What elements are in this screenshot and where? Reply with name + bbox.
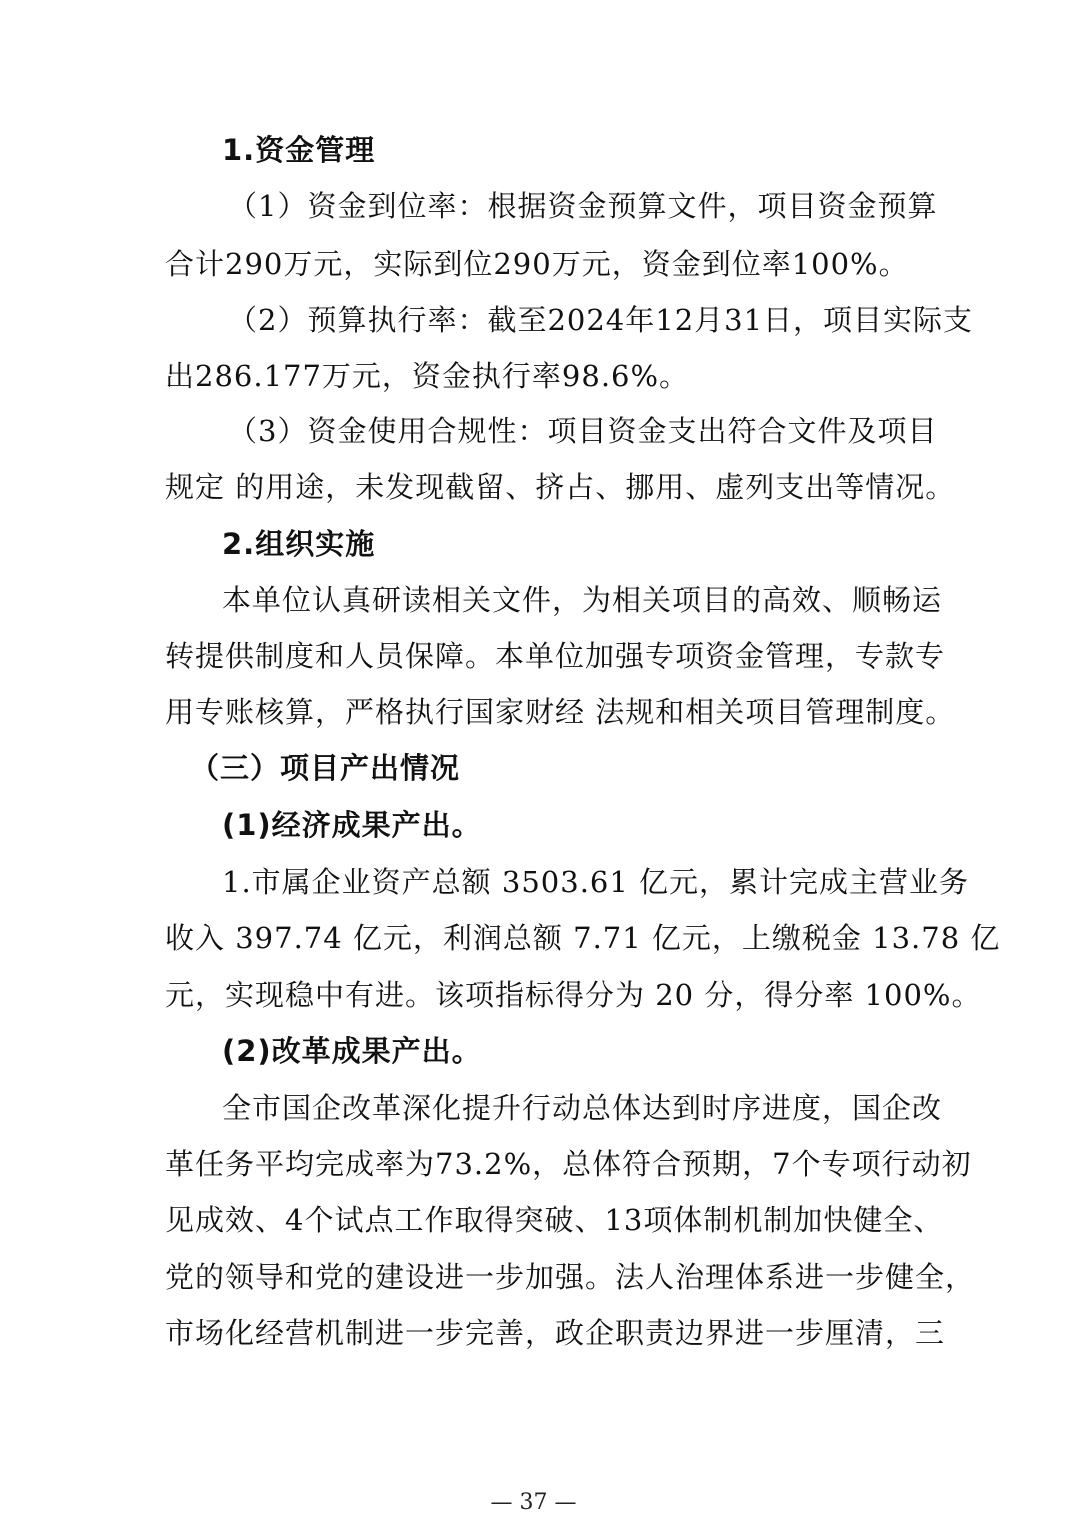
paragraph-line: 合计290万元，实际到位290万元，资金到位率100%。 bbox=[165, 247, 909, 281]
paragraph-line: （1）资金到位率：根据资金预算文件，项目资金预算 bbox=[228, 189, 938, 223]
heading-project-output: （三）项目产出情况 bbox=[190, 751, 461, 785]
paragraph-line: 1.市属企业资产总额 3503.61 亿元，累计完成主营业务 bbox=[222, 865, 970, 899]
heading-funds-management: 1.资金管理 bbox=[222, 133, 376, 167]
paragraph-line: 出286.177万元，资金执行率98.6%。 bbox=[165, 359, 690, 393]
paragraph-line: （2）预算执行率：截至2024年12月31日，项目实际支 bbox=[228, 303, 974, 337]
paragraph-line: （3）资金使用合规性：项目资金支出符合文件及项目 bbox=[228, 414, 938, 448]
paragraph-line: 全市国企改革深化提升行动总体达到时序进度，国企改 bbox=[222, 1091, 943, 1125]
heading-reform-output: (2)改革成果产出。 bbox=[222, 1034, 482, 1068]
paragraph-line: 见成效、4个试点工作取得突破、13项体制机制加快健全、 bbox=[165, 1203, 944, 1237]
heading-organization: 2.组织实施 bbox=[222, 527, 376, 561]
heading-economic-output: (1)经济成果产出。 bbox=[222, 808, 482, 842]
paragraph-line: 市场化经营机制进一步完善，政企职责边界进一步厘清，三 bbox=[165, 1316, 946, 1350]
paragraph-line: 本单位认真研读相关文件，为相关项目的高效、顺畅运 bbox=[222, 583, 943, 617]
paragraph-line: 用专账核算，严格执行国家财经 法规和相关项目管理制度。 bbox=[165, 695, 956, 729]
paragraph-line: 收入 397.74 亿元，利润总额 7.71 亿元，上缴税金 13.78 亿 bbox=[165, 921, 1001, 955]
paragraph-line: 党的领导和党的建设进一步加强。法人治理体系进一步健全， bbox=[165, 1260, 976, 1294]
page-number: — 37 — bbox=[490, 1490, 577, 1515]
paragraph-line: 元，实现稳中有进。该项指标得分为 20 分，得分率 100%。 bbox=[165, 978, 982, 1012]
paragraph-line: 转提供制度和人员保障。本单位加强专项资金管理，专款专 bbox=[165, 639, 946, 673]
paragraph-line: 规定 的用途，未发现截留、挤占、挪用、虚列支出等情况。 bbox=[165, 470, 956, 504]
paragraph-line: 革任务平均完成率为73.2%，总体符合预期，7个专项行动初 bbox=[165, 1147, 972, 1181]
